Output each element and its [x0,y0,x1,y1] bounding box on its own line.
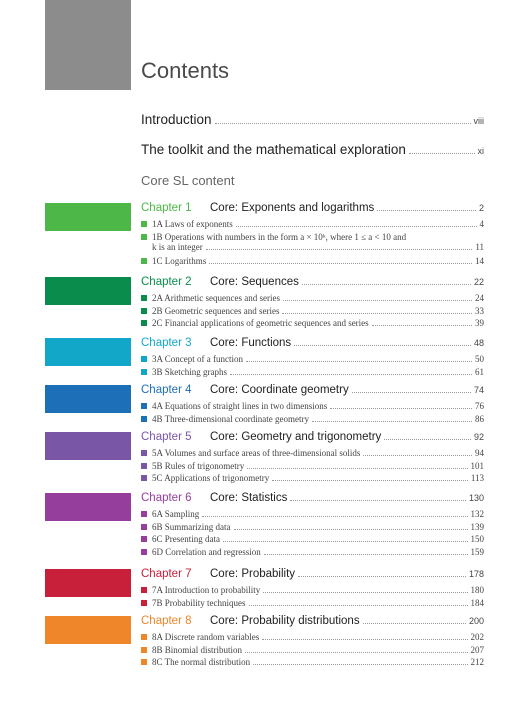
bullet-square [141,221,147,227]
section-label: 6A Sampling [152,509,200,519]
bullet-square [141,356,147,362]
bullet-square [141,524,147,530]
entry-page: viii [473,116,484,126]
section-label: 8B Binomial distribution [152,644,243,655]
leader-dots [263,592,467,593]
leader-dots [294,345,471,346]
entry-page: xi [477,146,484,156]
toc-section[interactable] [141,293,484,304]
section-label: 6C Presenting data [152,534,220,544]
chapter-title: Core: Coordinate geometry [210,384,349,396]
header-gray-tab [45,0,131,90]
bullet-square [141,647,147,653]
toc-section[interactable] [141,461,484,472]
toc-section[interactable] [141,585,484,596]
section-label: 2C Financial applications of geometric sequences and series [152,318,369,328]
chapter-page: 74 [473,385,484,395]
toc-section[interactable] [141,522,484,533]
leader-dots [352,392,471,393]
toc-section[interactable] [141,256,484,267]
section-text [141,318,369,328]
section-text [141,645,242,655]
bullet-square [141,659,147,665]
section-label: 6D Correlation and regression [152,546,261,557]
entry-label: The toolkit and the mathematical exploration [141,142,406,157]
section-line-2 [141,242,484,253]
leader-dots [272,480,468,481]
section-text [141,401,327,411]
section-label: 8A Discrete random variables [152,632,260,642]
section-label: 8C The normal distribution [152,657,251,667]
chapter-heading [141,568,295,580]
section-text [141,547,261,557]
leader-dots [202,516,467,517]
bullet-square [141,549,147,555]
section-page: 212 [470,657,484,667]
section-label: 1C Logarithms [152,255,207,266]
chapter-page: 48 [473,338,484,348]
chapter-heading [141,384,349,396]
section-label: 5A Volumes and surface areas of three-dimensional solids [152,448,361,458]
chapter-heading [141,431,381,443]
section-text [141,367,227,377]
leader-dots [236,226,477,227]
leader-dots [290,500,466,501]
chapter-heading [141,615,360,627]
bullet-square [141,587,147,593]
bullet-square [141,600,147,606]
bullet-square [141,416,147,422]
leader-dots [302,284,471,285]
chapter-title: Core: Probability [210,568,296,580]
leader-dots [384,439,471,440]
toc-section[interactable] [141,657,484,668]
toc-section[interactable] [141,306,484,317]
chapter-color-bar [45,616,131,644]
section-text [141,522,231,532]
section-text [141,632,259,642]
chapter-page: 22 [473,277,484,287]
leader-dots [206,249,473,250]
section-text [141,585,260,595]
section-page: 76 [475,401,484,411]
leader-dots [234,529,468,530]
chapter-title: Core: Statistics [210,492,288,504]
leader-dots [330,408,472,409]
leader-dots [298,576,466,577]
chapter-number: Chapter 5 [141,431,192,443]
section-text [141,306,279,316]
section-label: 4A Equations of straight lines in two dimensions [152,401,328,411]
bullet-square [141,536,147,542]
section-label: 3A Concept of a function [152,354,243,364]
section-page: 159 [470,546,484,557]
toc-section[interactable] [141,598,484,609]
section-page: 24 [475,293,484,303]
toc-section[interactable] [141,473,484,484]
chapter-number: Chapter 2 [141,276,192,288]
toc-section[interactable] [141,401,484,412]
leader-dots [209,263,472,264]
toc-section[interactable] [141,448,484,459]
toc-chapter-3[interactable] [141,337,484,349]
toc-section[interactable] [141,219,484,230]
section-label: 5C Applications of trigonometry [152,473,270,483]
chapter-title: Core: Geometry and trigonometry [210,431,382,443]
section-page: 139 [470,521,484,532]
chapter-heading [141,337,291,349]
toc-chapter-1[interactable] [141,202,484,214]
leader-dots [282,313,472,314]
toc-section[interactable] [141,534,484,545]
toc-section[interactable] [141,318,484,329]
section-label: 1A Laws of exponents [152,219,233,229]
section-page: 4 [479,219,484,229]
leader-dots [372,325,472,326]
page-title: Contents [141,58,230,83]
section-heading: Core SL content [141,173,235,188]
toc-chapter-5[interactable] [141,431,484,443]
bullet-square [141,258,147,264]
leader-dots [247,468,467,469]
section-page: 11 [475,241,484,252]
chapter-heading [141,276,299,288]
toc-section[interactable] [141,547,484,558]
leader-dots [363,455,472,456]
chapter-color-bar [45,493,131,521]
leader-dots [253,664,467,665]
section-label: 2A Arithmetic sequences and series [152,293,280,303]
toc-section[interactable] [141,232,484,253]
leader-dots [377,210,476,211]
section-page: 150 [470,534,484,544]
toc-section[interactable] [141,367,484,378]
section-page: 50 [475,354,484,364]
section-page: 86 [475,413,484,424]
toc-chapter-6[interactable] [141,492,484,504]
chapter-page: 2 [478,203,484,213]
leader-dots [264,554,468,555]
section-page: 180 [470,585,484,595]
section-page: 39 [475,318,484,328]
chapter-heading [141,492,287,504]
section-text [141,414,309,424]
toc-chapter-8[interactable] [141,615,484,627]
section-label: 5B Rules of trigonometry [152,460,245,471]
section-label: 4B Three-dimensional coordinate geometry [152,413,310,424]
toc-section[interactable] [141,509,484,520]
bullet-square [141,234,147,240]
bullet-square [141,463,147,469]
bullet-square [141,511,147,517]
chapter-number: Chapter 7 [141,568,192,580]
section-label-cont: k is an integer [152,241,203,252]
section-label: 2B Geometric sequences and series [152,305,280,316]
leader-dots [363,623,466,624]
chapter-page: 178 [468,569,484,579]
leader-dots [246,361,472,362]
bullet-square [141,634,147,640]
chapter-page: 130 [468,493,484,503]
section-text [141,598,246,608]
section-text [141,534,220,544]
bullet-square [141,308,147,314]
section-page: 94 [475,448,484,458]
section-page: 202 [470,632,484,642]
section-text [141,509,199,519]
bullet-square [141,369,147,375]
section-text [141,293,280,303]
chapter-number: Chapter 8 [141,615,192,627]
chapter-title: Core: Probability distributions [210,615,360,627]
section-text [141,219,233,229]
toc-entry-toolkit[interactable] [141,142,484,157]
entry-label: Introduction [141,112,212,127]
section-page: 33 [475,305,484,316]
toc-section[interactable] [141,632,484,643]
chapter-heading [141,202,374,214]
bullet-square [141,403,147,409]
section-page: 207 [470,644,484,655]
toc-section[interactable] [141,354,484,365]
section-page: 101 [470,460,484,471]
section-text [141,473,269,483]
section-label: 7B Probability techniques [152,597,246,608]
leader-dots [249,605,468,606]
section-label: 6B Summarizing data [152,521,231,532]
section-text [141,256,206,266]
bullet-square [141,450,147,456]
leader-dots [409,153,475,154]
chapter-color-bar [45,203,131,231]
chapter-color-bar [45,338,131,366]
bullet-square [141,320,147,326]
leader-dots [262,639,467,640]
section-text [141,448,360,458]
leader-dots [283,300,472,301]
section-page: 184 [470,597,484,608]
chapter-title: Core: Functions [210,337,292,349]
leader-dots [215,123,471,124]
section-page: 14 [475,255,484,266]
section-text [141,461,244,471]
section-page: 61 [475,366,484,377]
leader-dots [230,374,472,375]
bullet-square [141,475,147,481]
toc-chapter-7[interactable] [141,568,484,580]
section-text [141,354,243,364]
chapter-number: Chapter 6 [141,492,192,504]
section-page: 113 [470,473,484,483]
chapter-page: 200 [468,616,484,626]
toc-section[interactable] [141,645,484,656]
toc-entry-introduction[interactable] [141,112,484,127]
toc-section[interactable] [141,414,484,425]
chapter-color-bar [45,569,131,597]
toc-chapter-4[interactable] [141,384,484,396]
chapter-color-bar [45,277,131,305]
bullet-square [141,295,147,301]
chapter-color-bar [45,385,131,413]
section-text [141,657,250,667]
chapter-title: Core: Exponents and logarithms [210,202,375,214]
section-label: 3B Sketching graphs [152,366,227,377]
leader-dots [312,421,472,422]
leader-dots [245,652,467,653]
chapter-number: Chapter 1 [141,202,192,214]
section-line [141,232,484,242]
chapter-color-bar [45,432,131,460]
chapter-number: Chapter 3 [141,337,192,349]
section-label: 1B Operations with numbers in the form a × 10ᵏ, where 1 ≤ a < 10 and [152,231,407,242]
toc-chapter-2[interactable] [141,276,484,288]
leader-dots [223,541,468,542]
chapter-number: Chapter 4 [141,384,192,396]
chapter-title: Core: Sequences [210,276,299,288]
section-page: 132 [470,509,484,519]
chapter-page: 92 [473,432,484,442]
section-label: 7A Introduction to probability [152,585,261,595]
